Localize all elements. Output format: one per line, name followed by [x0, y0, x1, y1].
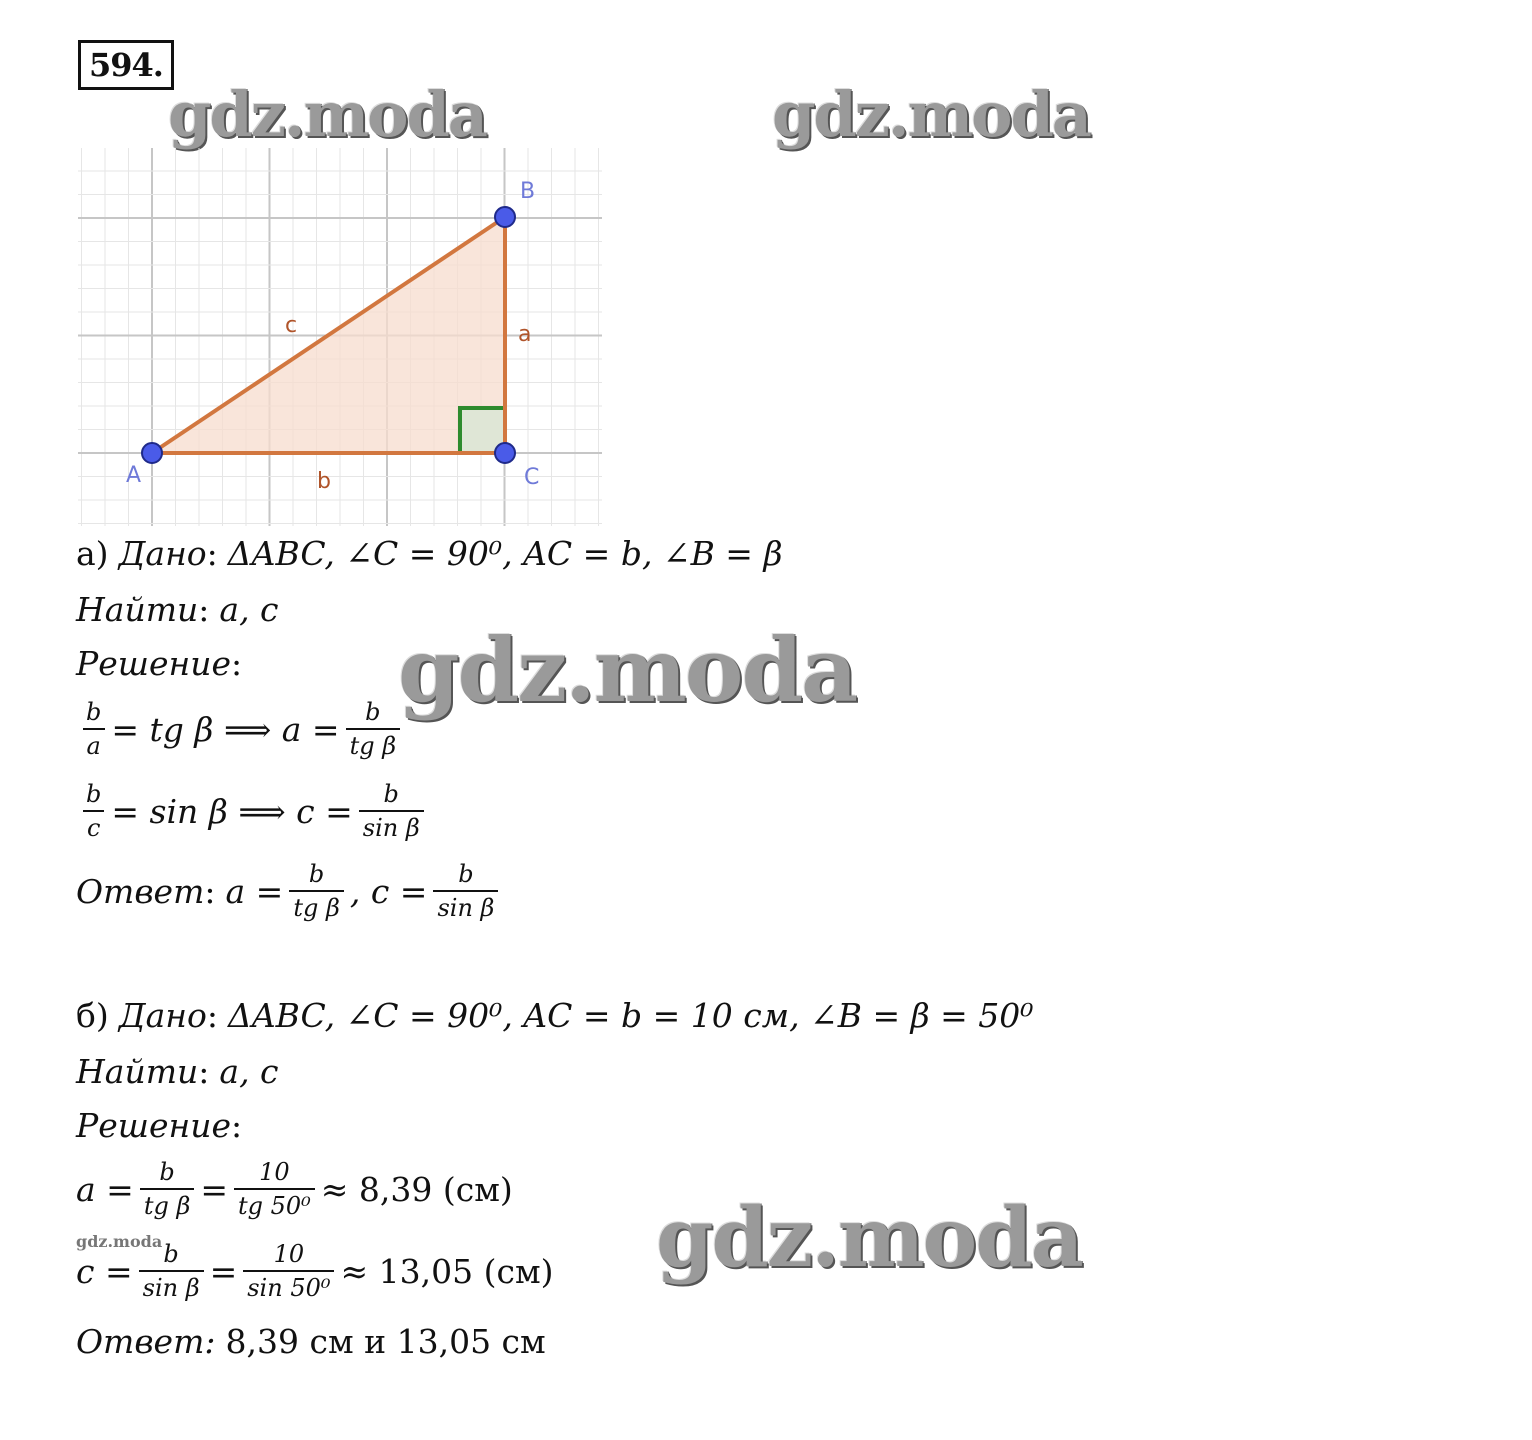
equation-text: = [209, 1251, 238, 1291]
fraction: $\frac{b}{\text{sin β}}$ [433, 860, 498, 922]
answer-text: , c = [349, 871, 428, 911]
part-b-given: б) Дано : ΔABC, ∠C = 90⁰, AC = b = 10 см, ∠B = β = 50⁰ [76, 996, 1034, 1035]
fraction: $\frac{b}{a}$ [82, 698, 105, 760]
equation-text: c = [76, 1251, 133, 1291]
label-side-b: b [317, 469, 331, 494]
given-text: ΔABC, ∠C = 90⁰, AC = b = 10 см, ∠B = β = 50⁰ [227, 996, 1034, 1035]
equation-text: a = [76, 1169, 134, 1209]
given-label: Дано [118, 996, 207, 1035]
answer-label: Ответ [76, 871, 205, 911]
label-side-c: c [285, 313, 298, 338]
label-B: B [520, 179, 536, 204]
watermark-small: gdz.moda [76, 1232, 163, 1251]
fraction: $\frac{b}{\text{sin β}}$ [139, 1240, 204, 1302]
find-label: Найти [76, 590, 199, 629]
part-a-prefix: а) [76, 534, 109, 573]
part-a-given: а) Дано : ΔABC, ∠C = 90⁰, AC = b, ∠B = β [76, 534, 783, 573]
given-label: Дано [118, 534, 207, 573]
equation-text: = [200, 1169, 228, 1209]
equation-text: = sin β ⟹ c = [111, 791, 353, 831]
problem-number: 594. [78, 40, 174, 90]
part-b-eq1 [76, 1158, 513, 1220]
fraction: $\frac{b}{c}$ [82, 780, 105, 842]
part-b-answer [76, 1322, 546, 1361]
solution-label: Решение [76, 1106, 232, 1145]
part-a-eq2 [76, 780, 430, 842]
fraction: $\frac{b}{\text{tg β}}$ [289, 860, 344, 922]
fraction: $\frac{10}{\text{tg 50⁰}}$ [234, 1158, 315, 1220]
find-text: a, c [219, 1052, 279, 1091]
watermark: gdz.moda [772, 78, 1090, 151]
solution-label: Решение [76, 644, 232, 683]
find-label: Найти [76, 1052, 199, 1091]
part-b-prefix: б) [76, 996, 109, 1035]
given-text: ΔABC, ∠C = 90⁰, AC = b, ∠B = β [227, 534, 783, 573]
label-C: C [524, 465, 540, 490]
watermark: gdz.moda [656, 1190, 1082, 1286]
part-a-solution-label: Решение : [76, 644, 243, 683]
fraction: $\frac{b}{\text{sin β}}$ [359, 780, 424, 842]
result-text: ≈ 13,05 (см) [340, 1251, 554, 1291]
part-a-eq1 [76, 698, 406, 760]
answer-label: Ответ: [76, 1322, 216, 1361]
find-text: a, c [219, 590, 279, 629]
label-A: A [126, 463, 142, 488]
fraction: $\frac{b}{\text{tg β}}$ [346, 698, 401, 760]
point-B [495, 207, 515, 227]
label-side-a: a [518, 322, 532, 347]
part-b-solution-label: Решение : [76, 1106, 243, 1145]
point-A [142, 443, 162, 463]
fraction: $\frac{10}{\text{sin 50⁰}}$ [243, 1240, 334, 1302]
part-b-find: Найти : a, c [76, 1052, 279, 1091]
watermark: gdz.moda [168, 78, 486, 151]
point-C [495, 443, 515, 463]
part-a-answer: Ответ : a = $\frac{b}{\text{tg β}}$ , c = $\frac{b}{\text{sin β}}$ [76, 860, 504, 922]
equation-text: = tg β ⟹ a = [111, 709, 340, 749]
part-a-find: Найти : a, c [76, 590, 279, 629]
answer-text: 8,39 см и 13,05 см [225, 1322, 546, 1361]
fraction: $\frac{b}{\text{tg β}}$ [140, 1158, 195, 1220]
result-text: ≈ 8,39 (см) [320, 1169, 513, 1209]
answer-text: a = [225, 871, 284, 911]
watermark: gdz.moda [398, 618, 857, 722]
triangle-figure [78, 148, 602, 526]
